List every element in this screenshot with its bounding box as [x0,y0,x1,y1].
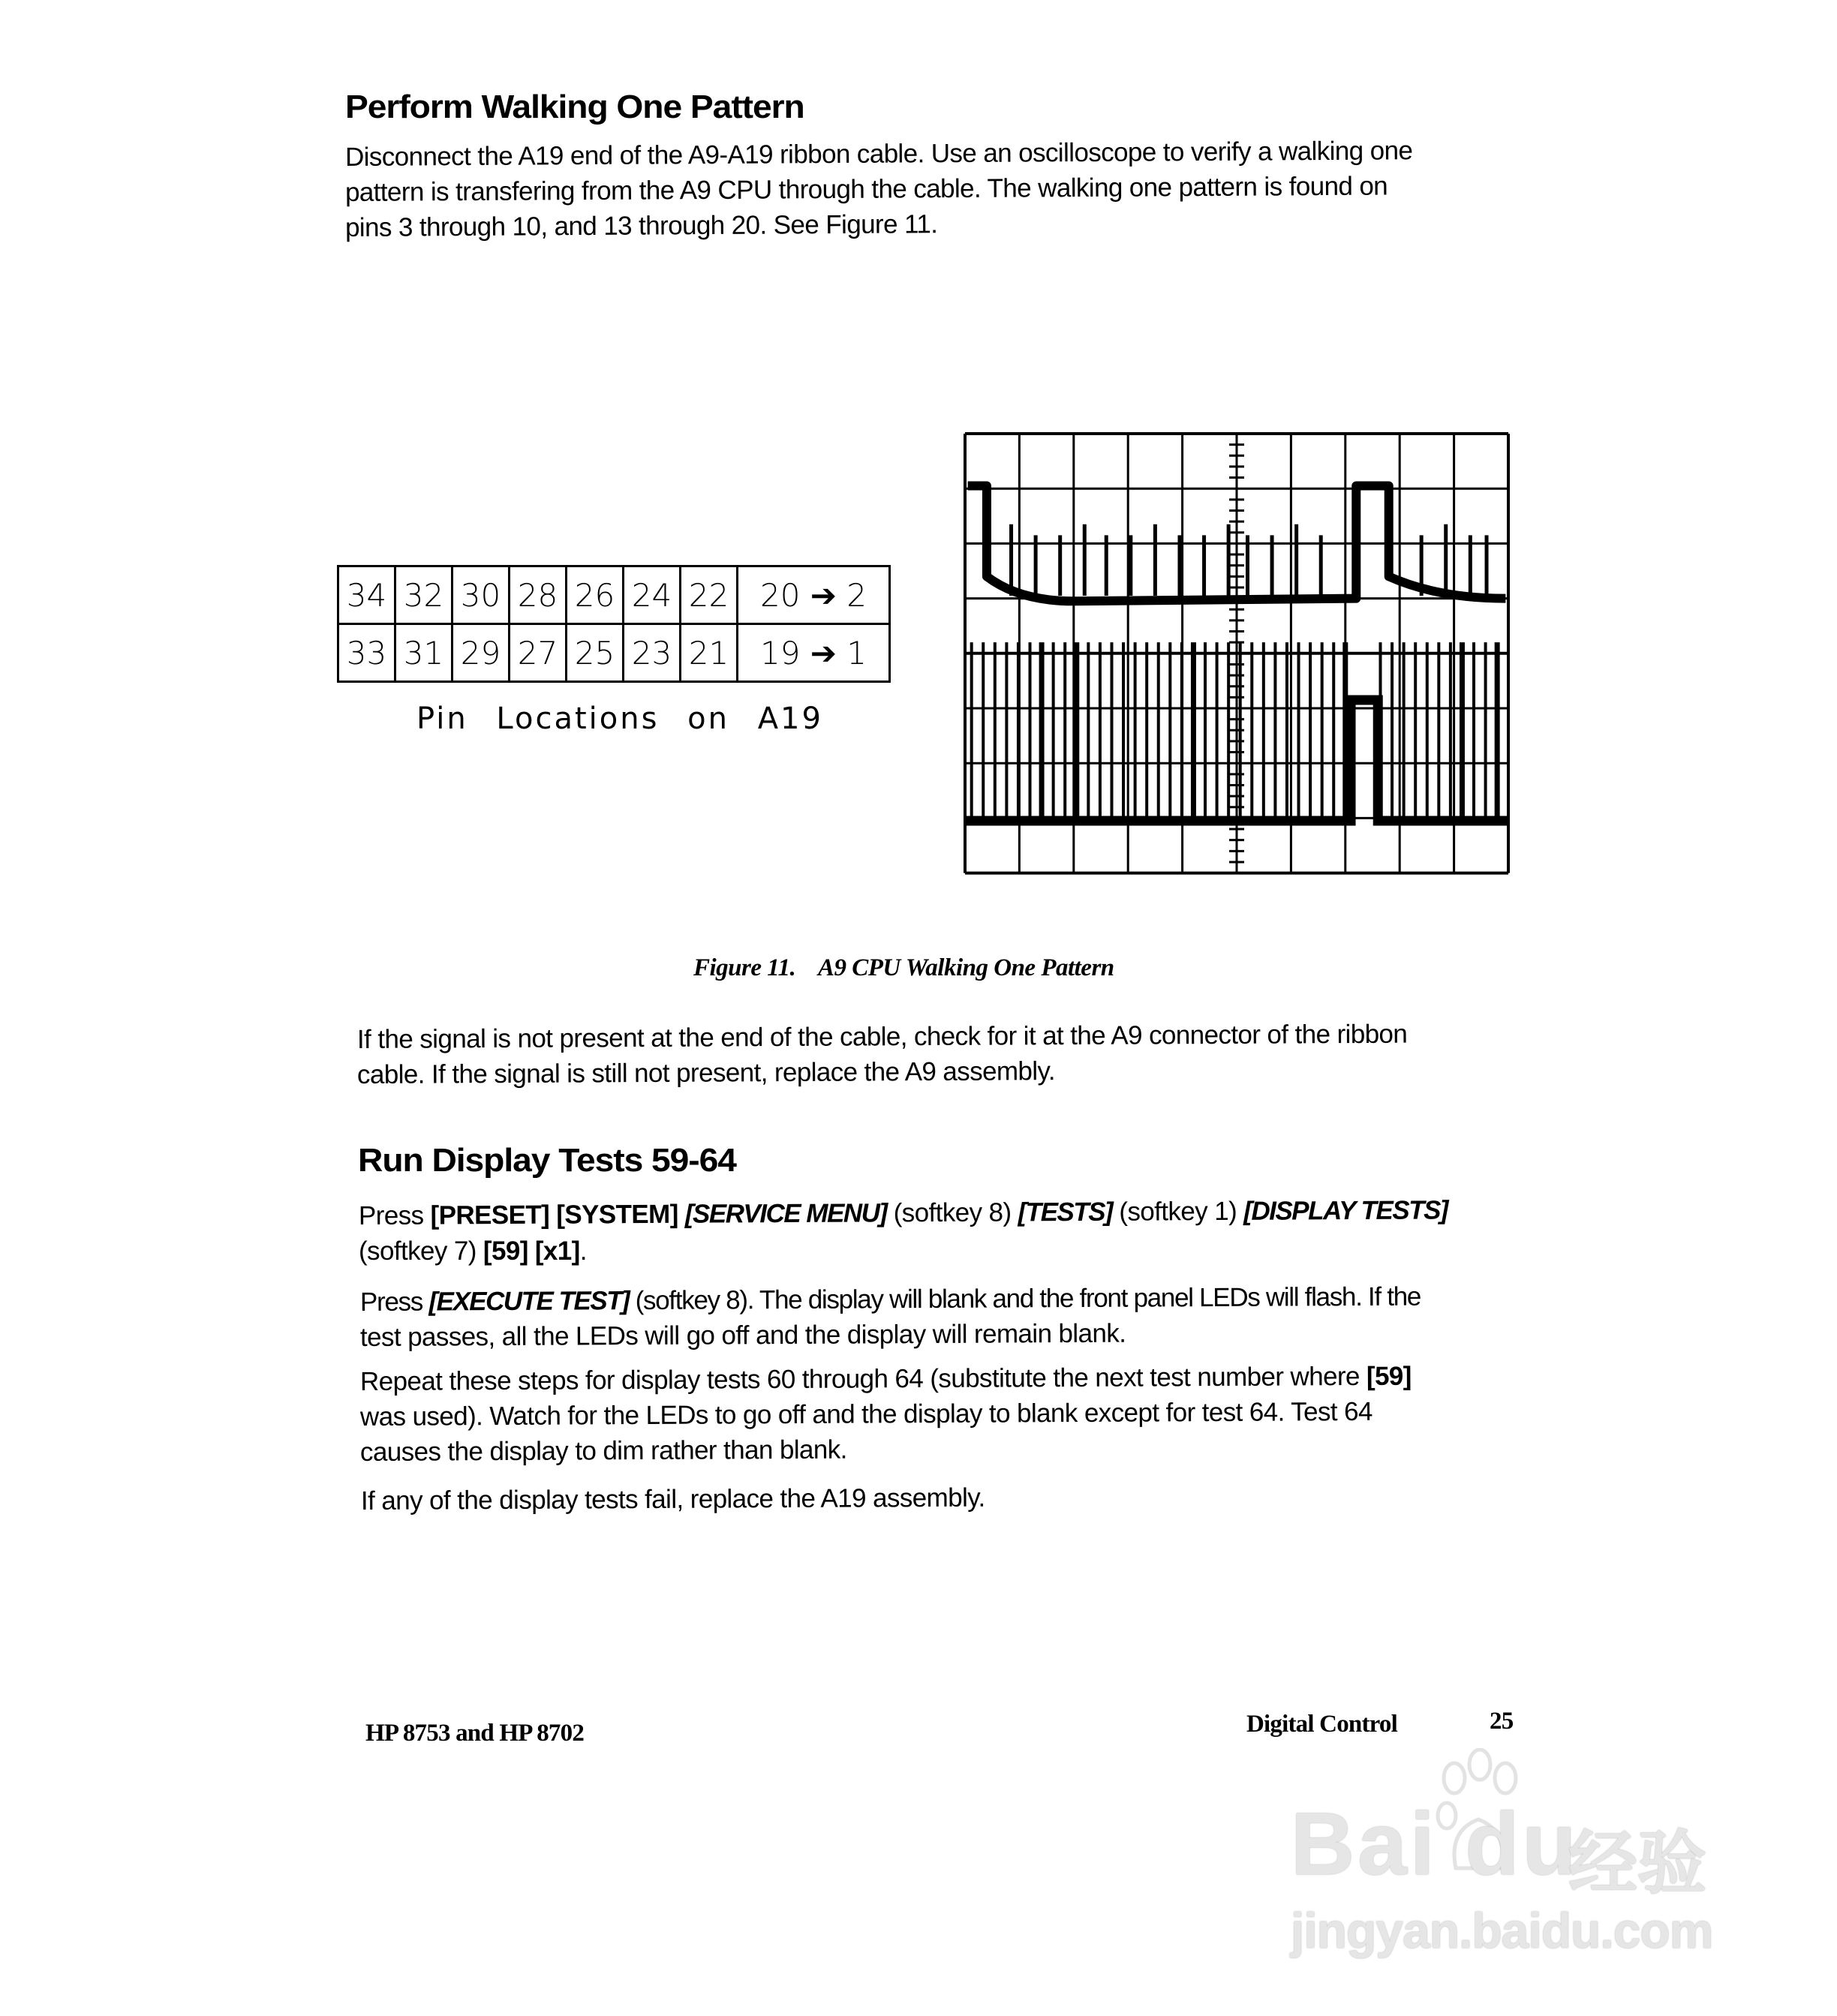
text-line: causes the display to dim rather than blank. [359,1435,847,1467]
pin-cell: 28 [510,566,567,624]
text-line: pattern is transfering from the A9 CPU through the cable. The walking one pattern is found on [344,171,1388,207]
pin-cell: 30 [452,566,510,624]
text-line [359,1233,1529,1269]
text-line [360,1278,1531,1320]
text-line: test passes, all the LEDs will go off and the display will remain blank. [359,1318,1126,1352]
text: (softkey 8) [893,1197,1012,1228]
replace-a19-paragraph [361,1483,1532,1519]
text: Repeat these steps for display tests 60 through 64 (substitute the next test number where [359,1362,1360,1396]
text-line: pins 3 through 10, and 13 through 20. See Figure 11. [344,209,938,242]
softkey-execute-test: [EXECUTE TEST] [428,1286,630,1317]
pin-cell: 29 [452,624,510,682]
text-line: If the signal is not present at the end of the cable, check for it at the A9 connector of the ribbon [356,1019,1408,1054]
footer-product: HP 8753 and HP 8702 [365,1720,585,1747]
pin-cell: 24 [624,566,681,624]
repeat-steps-paragraph [359,1361,1531,1470]
text-line: was used). Watch for the LEDs to go off and the display to blank except for test 64. Test 64 [359,1396,1372,1432]
text-line: cable. If the signal is still not present, replace the A9 assembly. [356,1056,1056,1089]
key-system: [SYSTEM] [556,1199,678,1230]
baidu-jingyan-watermark [1291,1748,1718,1996]
pin-cell: 19 ➔ 1 [738,624,890,682]
text: Press [359,1287,423,1317]
oscilloscope-trace-image [963,431,1511,878]
softkey-service-menu: [SERVICE MENU] [684,1198,887,1229]
pin-locations-caption: Pin Locations on A19 [416,702,823,736]
text: (softkey 8). The display will blank and the front panel LEDs will flash. If the [635,1281,1421,1316]
key-preset: [PRESET] [430,1200,550,1230]
key-59: [59] [483,1236,528,1266]
pin-cell: 32 [395,566,452,624]
text-line [360,1358,1531,1399]
pin-cell: 25 [567,624,624,682]
text: (softkey 7) [359,1236,477,1266]
text-line: If any of the display tests fail, replace the A19 assembly. [360,1483,985,1516]
page-number: 25 [1490,1708,1514,1735]
pin-cell: 27 [510,624,567,682]
figure-number: Figure 11. [693,954,796,981]
text: Press [358,1200,424,1230]
watermark-chinese: 经验 [1568,1825,1707,1902]
softkey-tests: [TESTS] [1018,1197,1113,1227]
signal-check-paragraph [356,1019,1528,1092]
walking-one-paragraph [344,136,1516,245]
pin-cell: 20 ➔ 2 [738,566,890,624]
pin-locations-table [337,565,891,683]
figure-title: A9 CPU Walking One Pattern [817,954,1114,981]
pin-cell: 33 [338,624,395,682]
figure-caption [693,954,1114,982]
watermark-url: jingyan.baidu.com [1291,1903,1713,1958]
key-x1: [x1] [534,1236,580,1266]
table-row [338,624,890,682]
footer-section: Digital Control [1246,1711,1397,1738]
text-line: Disconnect the A19 end of the A9-A19 ribbon cable. Use an oscilloscope to verify a walking one [344,136,1413,172]
watermark-brand: Bai du [1291,1795,1580,1894]
text: (softkey 1) [1119,1196,1237,1227]
pin-cell: 31 [395,624,452,682]
table-row [338,566,890,624]
pin-cell: 34 [338,566,395,624]
key-59: [59] [1366,1361,1412,1391]
pin-cell: 26 [567,566,624,624]
text-line [359,1192,1529,1233]
section-heading-display-tests: Run Display Tests 59-64 [358,1142,736,1179]
softkey-display-tests: [DISPLAY TESTS] [1243,1195,1448,1226]
pin-cell: 22 [681,566,738,624]
pin-cell: 23 [624,624,681,682]
text: . [579,1236,587,1266]
press-keys-paragraph [358,1195,1529,1269]
section-heading-walking-one: Perform Walking One Pattern [345,89,804,125]
pin-cell: 21 [681,624,738,682]
execute-test-paragraph [359,1281,1531,1355]
